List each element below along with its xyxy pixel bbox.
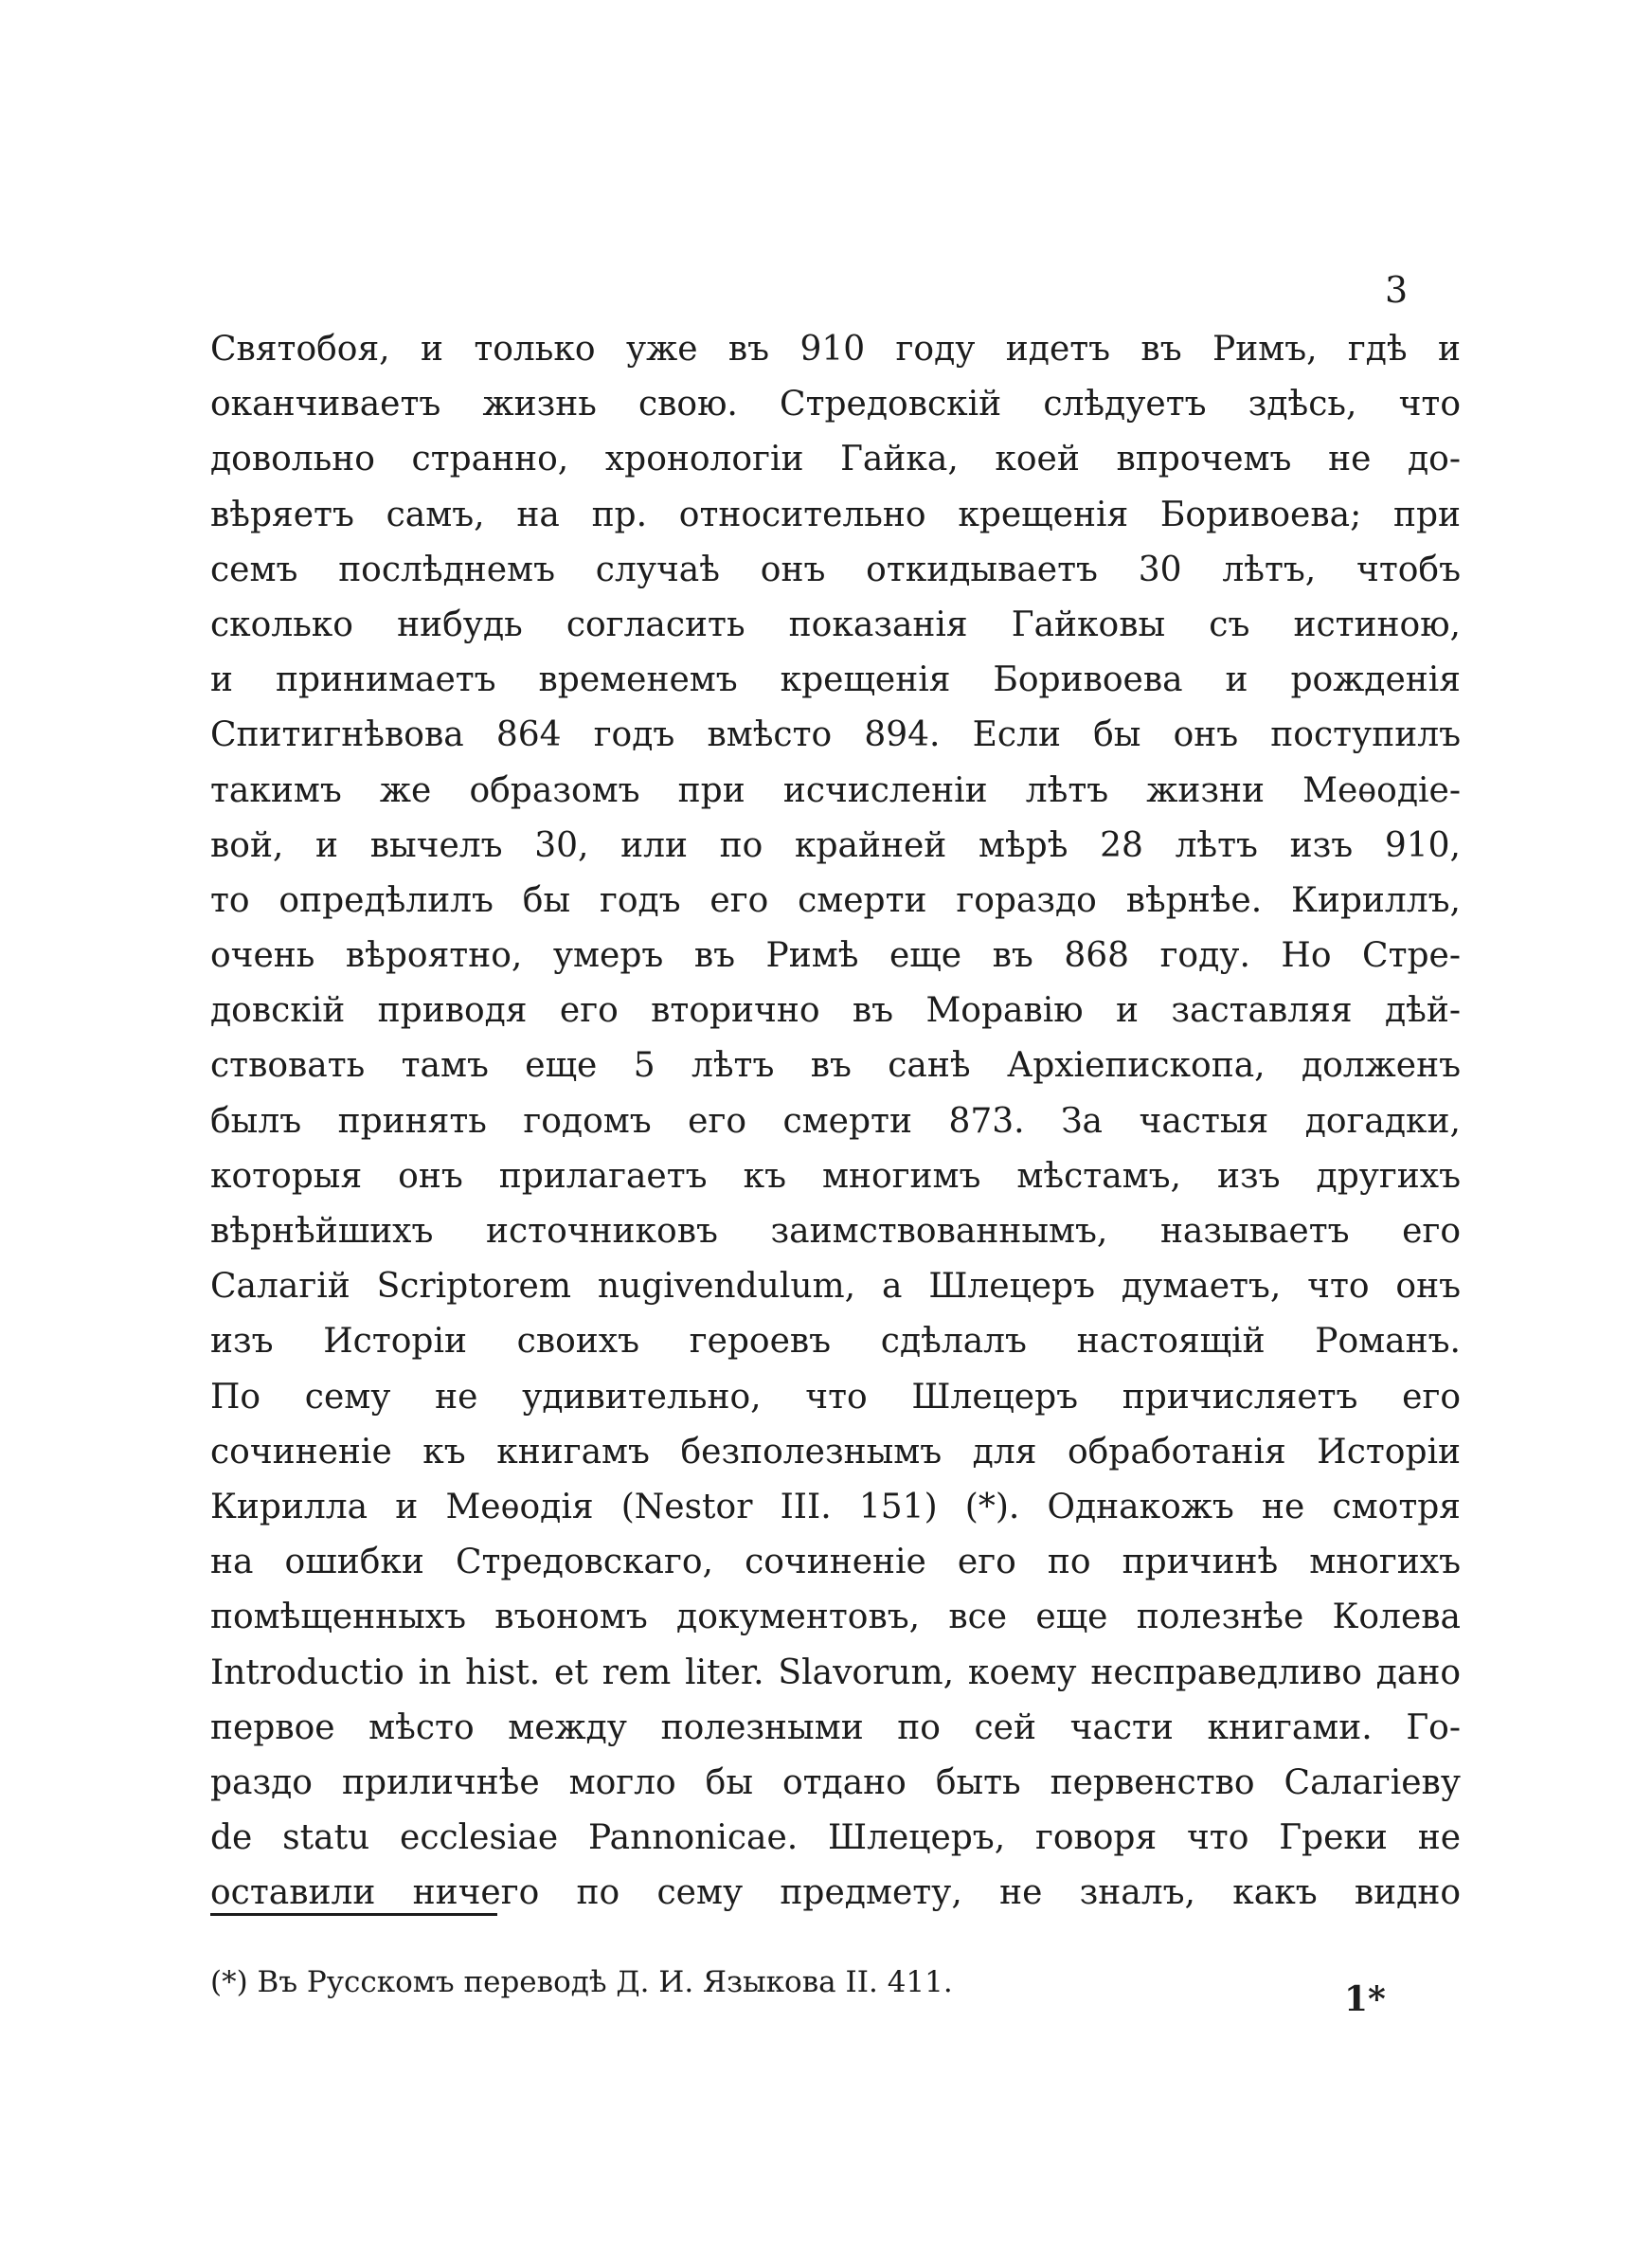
text-line: оканчиваетъ жизнь свою. Стредовскій слѣдуетъ здѣсь, что xyxy=(210,385,1461,424)
page-number: 3 xyxy=(1385,269,1409,311)
text-line: былъ принять годомъ его смерти 873. За частыя догадки, xyxy=(210,1101,1461,1141)
text-line: ствовать тамъ еще 5 лѣтъ въ санѣ Архіепископа, долженъ xyxy=(210,1046,1461,1086)
text-line: Спитигнѣвова 864 годъ вмѣсто 894. Если бы онъ поступилъ xyxy=(210,715,1461,755)
text-line: и принимаетъ временемъ крещенія Боривоева и рожденія xyxy=(210,660,1461,700)
text-line: de statu ecclesiae Pannonicae. Шлецеръ, говоря что Греки не xyxy=(210,1818,1461,1858)
text-line: семъ послѣднемъ случаѣ онъ откидываетъ 30 лѣтъ, чтобъ xyxy=(210,550,1461,589)
text-line: вѣряетъ самъ, на пр. относительно крещенія Боривоева; при xyxy=(210,495,1461,534)
footnote: (*) Въ Русскомъ переводѣ Д. И. Языкова II. 411. xyxy=(210,1965,953,1999)
text-line: помѣщенныхъ въономъ документовъ, все еще полезнѣе Колева xyxy=(210,1598,1461,1637)
text-line: довскій приводя его вторично въ Моравію и заставляя дѣй- xyxy=(210,991,1461,1031)
text-line: По сему не удивительно, что Шлецеръ причисляетъ его xyxy=(210,1377,1461,1417)
text-line: вѣрнѣйшихъ источниковъ заимствованнымъ, называетъ его xyxy=(210,1212,1461,1251)
footnote-divider xyxy=(210,1913,497,1916)
text-line: первое мѣсто между полезными по сей части книгами. Го- xyxy=(210,1707,1461,1747)
text-line: такимъ же образомъ при исчисленіи лѣтъ жизни Меѳодіе- xyxy=(210,770,1461,810)
text-line: Introductio in hist. et rem liter. Slavorum, коему несправедливо дано xyxy=(210,1652,1461,1692)
text-line: Кирилла и Меѳодія (Nestor III. 151) (*). Однакожъ не смотря xyxy=(210,1487,1461,1526)
text-line: Салагій Scriptorem nugivendulum, а Шлецеръ думаетъ, что онъ xyxy=(210,1267,1461,1307)
text-line: на ошибки Стредовскаго, сочиненіе его по причинѣ многихъ xyxy=(210,1543,1461,1582)
text-line: оставили ничего по сему предмету, не зналъ, какъ видно xyxy=(210,1873,1461,1913)
text-line: сколько нибудь согласить показанія Гайковы съ истиною, xyxy=(210,605,1461,644)
text-line: довольно странно, хронологіи Гайка, коей впрочемъ не до- xyxy=(210,440,1461,479)
text-line: раздо приличнѣе могло бы отдано быть первенство Салагіеву xyxy=(210,1762,1461,1802)
body-text xyxy=(210,322,1461,1921)
signature-mark: 1* xyxy=(1344,1979,1386,2019)
text-line: вой, и вычелъ 30, или по крайней мѣрѣ 28 лѣтъ изъ 910, xyxy=(210,825,1461,865)
text-line: которыя онъ прилагаетъ къ многимъ мѣстамъ, изъ другихъ xyxy=(210,1156,1461,1196)
text-line: Святобоя, и только уже въ 910 году идетъ въ Римъ, гдѣ и xyxy=(210,330,1461,369)
text-line: сочиненіе къ книгамъ безполезнымъ для обработанія Исторіи xyxy=(210,1432,1461,1472)
text-line: изъ Исторіи своихъ героевъ сдѣлалъ настоящій Романъ. xyxy=(210,1322,1461,1362)
text-line: то опредѣлилъ бы годъ его смерти гораздо вѣрнѣе. Кириллъ, xyxy=(210,880,1461,920)
text-line: очень вѣроятно, умеръ въ Римѣ еще въ 868 году. Но Стре- xyxy=(210,936,1461,976)
